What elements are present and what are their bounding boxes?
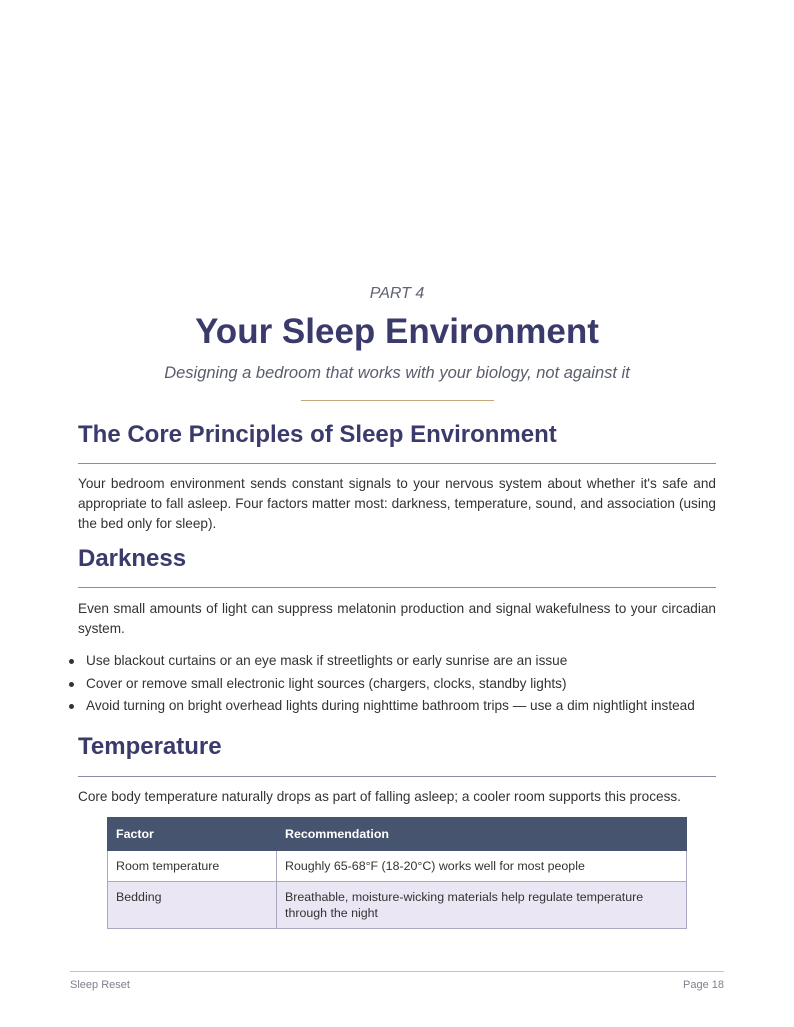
table-row xyxy=(108,882,687,929)
list-item xyxy=(68,695,695,718)
page-subtitle: Designing a bedroom that works with your biology, not against it xyxy=(164,364,630,382)
table-header-factor: Factor xyxy=(108,818,277,851)
list-item xyxy=(68,650,695,673)
darkness-bullet-list xyxy=(68,650,695,718)
list-item-text: Avoid turning on bright overhead lights during nighttime bathroom trips — use a dim nightlight instead xyxy=(86,698,695,713)
footer-divider xyxy=(70,971,724,972)
core-principles-paragraph: Your bedroom environment sends constant signals to your nervous system about whether it's safe and appropriate to fall asleep. Four factors matter most: darkness, temperature, sound, and association (using the bed only for sleep). xyxy=(78,476,716,531)
darkness-paragraph: Even small amounts of light can suppress melatonin production and signal wakefulness to your circadian system. xyxy=(78,601,716,636)
table-header-row xyxy=(108,818,687,851)
footer-page-number: Page 18 xyxy=(683,979,724,991)
list-item xyxy=(68,673,695,696)
section-heading-darkness: Darkness xyxy=(78,545,187,572)
page-title: Your Sleep Environment xyxy=(195,312,599,351)
section-heading-temperature: Temperature xyxy=(78,733,222,760)
list-item-text: Use blackout curtains or an eye mask if streetlights or early sunrise are an issue xyxy=(86,653,568,668)
section-divider xyxy=(78,776,716,777)
bullet-icon xyxy=(69,704,74,709)
footer-document-title: Sleep Reset xyxy=(70,979,130,991)
table-cell-factor: Room temperature xyxy=(108,851,277,882)
table-row xyxy=(108,851,687,882)
part-label: PART 4 xyxy=(369,285,425,302)
bullet-icon xyxy=(69,682,74,687)
section-heading-core-principles: The Core Principles of Sleep Environment xyxy=(78,421,557,448)
bullet-icon xyxy=(69,659,74,664)
section-divider xyxy=(78,463,716,464)
title-accent-divider xyxy=(301,400,494,401)
table-cell-factor: Bedding xyxy=(108,882,277,929)
section-divider xyxy=(78,587,716,588)
list-item-text: Cover or remove small electronic light sources (chargers, clocks, standby lights) xyxy=(86,675,567,691)
table-cell-recommendation: Breathable, moisture-wicking materials help regulate temperature through the night xyxy=(277,882,687,929)
table-cell-recommendation: Roughly 65-68°F (18-20°C) works well for most people xyxy=(277,851,687,882)
temperature-paragraph: Core body temperature naturally drops as part of falling asleep; a cooler room supports this process. xyxy=(78,789,681,804)
table-header-recommendation: Recommendation xyxy=(277,818,687,851)
temperature-table xyxy=(107,817,687,929)
